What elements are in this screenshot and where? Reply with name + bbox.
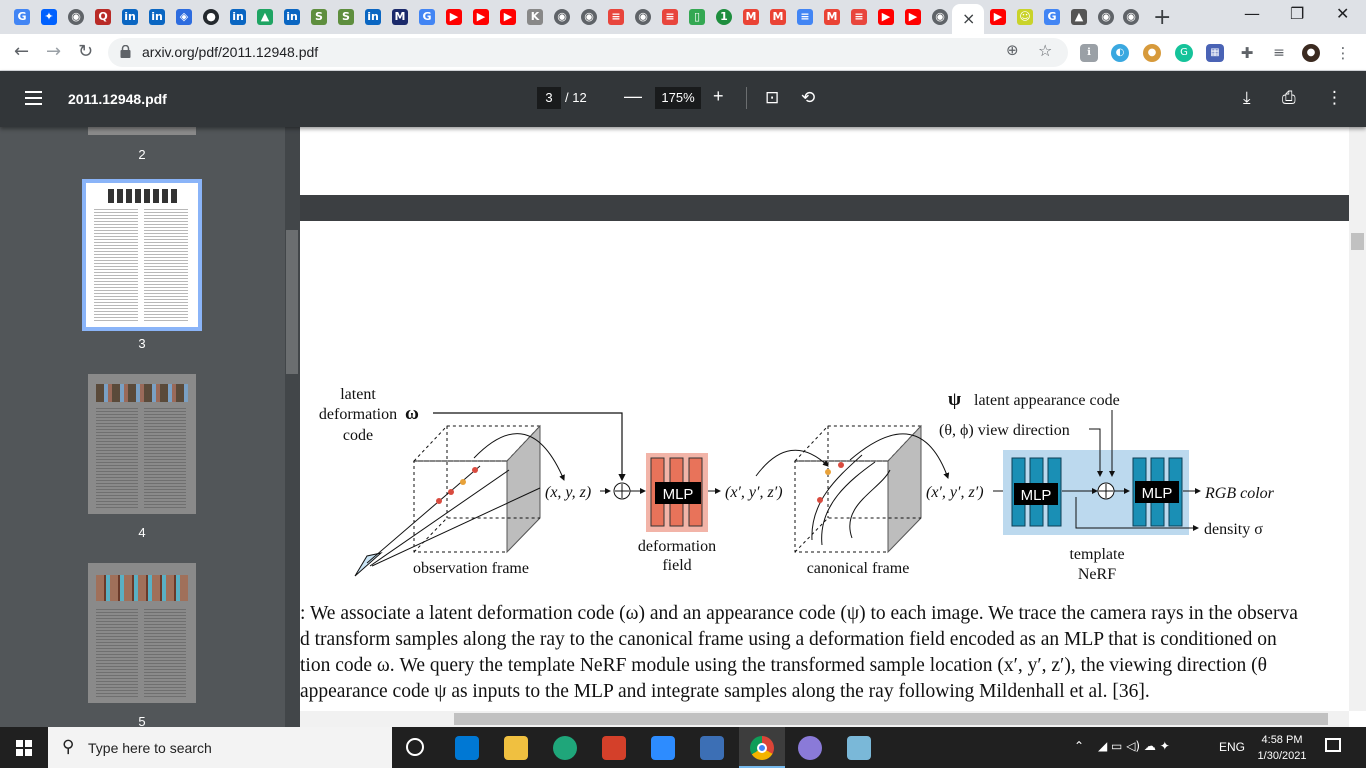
pdf-toolbar — [0, 71, 1366, 127]
canonical-frame-label: canonical frame — [806, 560, 910, 577]
clock-time: 4:58 PM — [1261, 734, 1303, 746]
lock-icon — [120, 45, 131, 58]
thumbnail-sidebar — [0, 127, 285, 727]
flag-tab-icon[interactable]: ≡ — [608, 9, 624, 25]
globe-tab-icon[interactable]: ◉ — [1123, 9, 1139, 25]
nerf-mlp-2 — [1133, 458, 1182, 526]
puzzle-extensions-icon[interactable]: ✚ — [1240, 44, 1254, 62]
youtube-tab-icon[interactable]: ▶ — [500, 9, 516, 25]
mentor-tab-icon[interactable]: M — [392, 9, 408, 25]
globe-tab-icon[interactable]: ◉ — [581, 9, 597, 25]
gmail-tab-icon[interactable]: M — [743, 9, 759, 25]
page-number-input[interactable]: 3 — [537, 87, 561, 109]
youtube-tab-icon[interactable]: ▶ — [878, 9, 894, 25]
linkedin-tab-icon[interactable]: in — [122, 9, 138, 25]
youtube-tab-icon[interactable]: ▶ — [473, 9, 489, 25]
app-icon[interactable] — [798, 736, 822, 760]
toolbar-divider — [746, 87, 747, 109]
caption-line: tion code ω. We query the template NeRF module using the transformed sample location (x′, y′, z′), the viewing direction (θ — [300, 655, 1267, 676]
restore-icon[interactable]: ❐ — [1290, 4, 1305, 23]
dropbox-tab-icon[interactable]: ✦ — [41, 9, 57, 25]
fit-page-icon[interactable]: ⊡ — [765, 88, 780, 108]
mail-icon[interactable] — [455, 736, 479, 760]
cookie-extension-icon[interactable]: ● — [1143, 44, 1161, 62]
taskbar-search-box[interactable] — [48, 727, 392, 768]
youtube-tab-icon[interactable]: ▶ — [990, 9, 1006, 25]
reading-list-icon[interactable]: ≡ — [1273, 45, 1285, 61]
one-tab-icon[interactable]: 1 — [716, 9, 732, 25]
deformation-mlp — [646, 453, 708, 532]
close-window-icon[interactable]: ✕ — [1336, 4, 1350, 23]
globe-tab-icon[interactable]: ◉ — [932, 9, 948, 25]
appearance-code-label: latent appearance code — [974, 392, 1120, 409]
xyz-label: (x, y, z) — [545, 484, 592, 501]
page-thumbnail[interactable] — [88, 127, 196, 135]
caption-line: appearance code ψ as inputs to the MLP and integrate samples along the ray following Mildenhall et al. [36]. — [300, 681, 1150, 702]
chrome-active-task[interactable] — [739, 727, 785, 768]
density-label: density σ — [1204, 521, 1263, 538]
drive-tab-icon[interactable]: ▲ — [1071, 9, 1087, 25]
grammarly-extension-icon[interactable]: G — [1175, 44, 1193, 62]
page-thumbnail-number: 5 — [138, 714, 146, 727]
k-tab-icon[interactable]: K — [527, 9, 543, 25]
pdf-title: 2011.12948.pdf — [68, 91, 167, 107]
latent-code-label: deformation — [318, 406, 398, 423]
shopify-tab-icon[interactable]: S — [311, 9, 327, 25]
windows-start-icon[interactable] — [16, 740, 32, 756]
template-nerf-label: NeRF — [1077, 566, 1117, 583]
linkedin-tab-icon[interactable]: in — [149, 9, 165, 25]
clock-date: 1/30/2021 — [1257, 750, 1307, 762]
linkedin-tab-icon[interactable]: in — [365, 9, 381, 25]
caption-line: : We associate a latent deformation code (ω) and an appearance code (ψ) to each image. We trace the camera rays in the observa — [300, 603, 1298, 624]
globe-tab-icon[interactable]: ◉ — [635, 9, 651, 25]
template-nerf-label: template — [1069, 546, 1125, 563]
rotate-icon[interactable]: ⟲ — [801, 88, 816, 108]
linkedin-tab-icon[interactable]: in — [284, 9, 300, 25]
tab-strip — [0, 0, 1366, 34]
page-thumbnail-number: 2 — [138, 147, 146, 162]
rgb-label: RGB color — [1205, 485, 1274, 502]
page-thumbnail[interactable] — [88, 374, 196, 514]
deformation-field-label: field — [662, 557, 692, 574]
flag-tab-icon[interactable]: ≡ — [851, 9, 867, 25]
latent-code-label: code — [342, 427, 374, 444]
docs-tab-icon[interactable]: ≡ — [797, 9, 813, 25]
tray-chevron-icon[interactable]: ⌃ — [1074, 739, 1085, 753]
page-thumbnail[interactable] — [88, 563, 196, 703]
bookmark-star-icon[interactable]: ☆ — [1038, 41, 1053, 60]
sidebar-scrollbar-thumb[interactable] — [286, 230, 298, 374]
xyz-prime-label: (x′, y′, z′) — [926, 484, 984, 501]
profile-avatar[interactable]: ● — [1302, 44, 1320, 62]
deformation-field-label: deformation — [637, 538, 717, 555]
latent-code-label: latent — [340, 386, 376, 403]
camera-frustum — [355, 553, 381, 576]
viewer-horizontal-scrollbar-thumb[interactable] — [454, 713, 1328, 725]
observation-frame-cube — [414, 426, 540, 552]
edge-icon[interactable] — [553, 736, 577, 760]
svg-text:MLP: MLP — [1141, 485, 1173, 502]
youtube-tab-icon[interactable]: ▶ — [905, 9, 921, 25]
zoom-lens-icon[interactable]: ⊕ — [1006, 41, 1019, 59]
psi-symbol: ψ — [948, 389, 962, 410]
pdf-viewer[interactable] — [300, 127, 1349, 711]
viewer-vertical-scrollbar[interactable] — [1349, 127, 1366, 711]
zoom-icon[interactable] — [651, 736, 675, 760]
xyz-prime-label: (x′, y′, z′) — [725, 484, 783, 501]
sidebar-scrollbar[interactable] — [285, 127, 300, 727]
extension-icon[interactable]: ℹ — [1080, 44, 1098, 62]
file-explorer-icon[interactable] — [504, 736, 528, 760]
zoom-level-input[interactable]: 175% — [655, 87, 701, 109]
figure-caption — [300, 601, 1349, 705]
forward-icon[interactable]: → — [46, 41, 62, 62]
youtube-tab-icon[interactable]: ▶ — [446, 9, 462, 25]
globe-tab-icon[interactable]: ◉ — [1098, 9, 1114, 25]
app-icon[interactable] — [700, 736, 724, 760]
windows-taskbar — [0, 727, 1366, 768]
taskbar-clock[interactable] — [1252, 732, 1312, 764]
reload-icon[interactable]: ↻ — [78, 41, 94, 62]
download-icon[interactable]: ⤓ — [1243, 88, 1251, 108]
page-thumbnail-number: 3 — [138, 336, 146, 351]
observation-frame-label: observation frame — [413, 560, 529, 577]
quora-tab-icon[interactable]: Q — [95, 9, 111, 25]
globe-tab-icon[interactable]: ◉ — [68, 9, 84, 25]
canonical-frame-cube — [795, 426, 921, 552]
svg-text:MLP: MLP — [1020, 487, 1052, 504]
omega-symbol: ω — [405, 403, 419, 424]
taskbar-search-placeholder[interactable]: Type here to search — [88, 740, 212, 756]
sidebar-menu-icon[interactable] — [25, 91, 42, 105]
notification-icon[interactable] — [1325, 738, 1341, 752]
page-thumbnail-number: 4 — [138, 525, 146, 540]
flag-tab-icon[interactable]: ≡ — [662, 9, 678, 25]
github-tab-icon[interactable]: ● — [203, 9, 219, 25]
back-icon[interactable]: ← — [14, 41, 30, 62]
drive-tab-icon[interactable]: ▲ — [257, 9, 273, 25]
view-direction-label: (θ, ϕ) view direction — [939, 422, 1070, 439]
extension-icon[interactable]: ◐ — [1111, 44, 1129, 62]
svg-text:MLP: MLP — [662, 486, 694, 503]
task-view-icon[interactable] — [406, 738, 424, 756]
search-icon: ⚲ — [62, 737, 75, 757]
app-tab-icon[interactable]: ◈ — [176, 9, 192, 25]
google-tab-icon[interactable]: G — [1044, 9, 1060, 25]
close-tab-icon[interactable]: × — [962, 9, 976, 28]
globe-tab-icon[interactable]: ◉ — [554, 9, 570, 25]
app-icon[interactable] — [602, 736, 626, 760]
shopify-tab-icon[interactable]: S — [338, 9, 354, 25]
tray-icons[interactable]: ◢ ▭ ◁) ☁ ✦ — [1098, 739, 1170, 753]
notes-icon[interactable] — [847, 736, 871, 760]
phone-tab-icon[interactable]: ▯ — [689, 9, 705, 25]
address-bar[interactable] — [108, 38, 1068, 67]
nerf-mlp-1 — [1012, 458, 1061, 526]
linkedin-tab-icon[interactable]: in — [230, 9, 246, 25]
language-indicator[interactable]: ENG — [1219, 740, 1246, 754]
zoom-out-button[interactable]: — — [624, 86, 642, 106]
extension-icon[interactable]: ▦ — [1206, 44, 1224, 62]
more-options-icon[interactable]: ⋮ — [1326, 88, 1343, 108]
google-tab-icon[interactable]: G — [14, 9, 30, 25]
url-text[interactable]: arxiv.org/pdf/2011.12948.pdf — [142, 44, 319, 60]
caption-line: d transform samples along the ray to the canonical frame using a deformation field encoded as an MLP that is conditioned on — [300, 629, 1277, 650]
minimize-icon[interactable]: — — [1244, 4, 1260, 23]
page-thumbnail-selected[interactable] — [82, 179, 202, 331]
new-tab-button[interactable]: + — [1153, 5, 1172, 30]
google-tab-icon[interactable]: G — [419, 9, 435, 25]
gmail-tab-icon[interactable]: M — [824, 9, 840, 25]
smiley-tab-icon[interactable]: ☺ — [1017, 9, 1033, 25]
page-total: / 12 — [565, 90, 587, 105]
zoom-in-button[interactable]: + — [713, 86, 724, 106]
active-tab[interactable] — [952, 4, 984, 34]
viewer-vertical-scrollbar-thumb[interactable] — [1351, 233, 1364, 250]
gmail-tab-icon[interactable]: M — [770, 9, 786, 25]
print-icon[interactable]: ⎙ — [1282, 88, 1296, 108]
chrome-menu-icon[interactable]: ⋮ — [1335, 44, 1351, 62]
navigation-bar — [0, 34, 1366, 71]
